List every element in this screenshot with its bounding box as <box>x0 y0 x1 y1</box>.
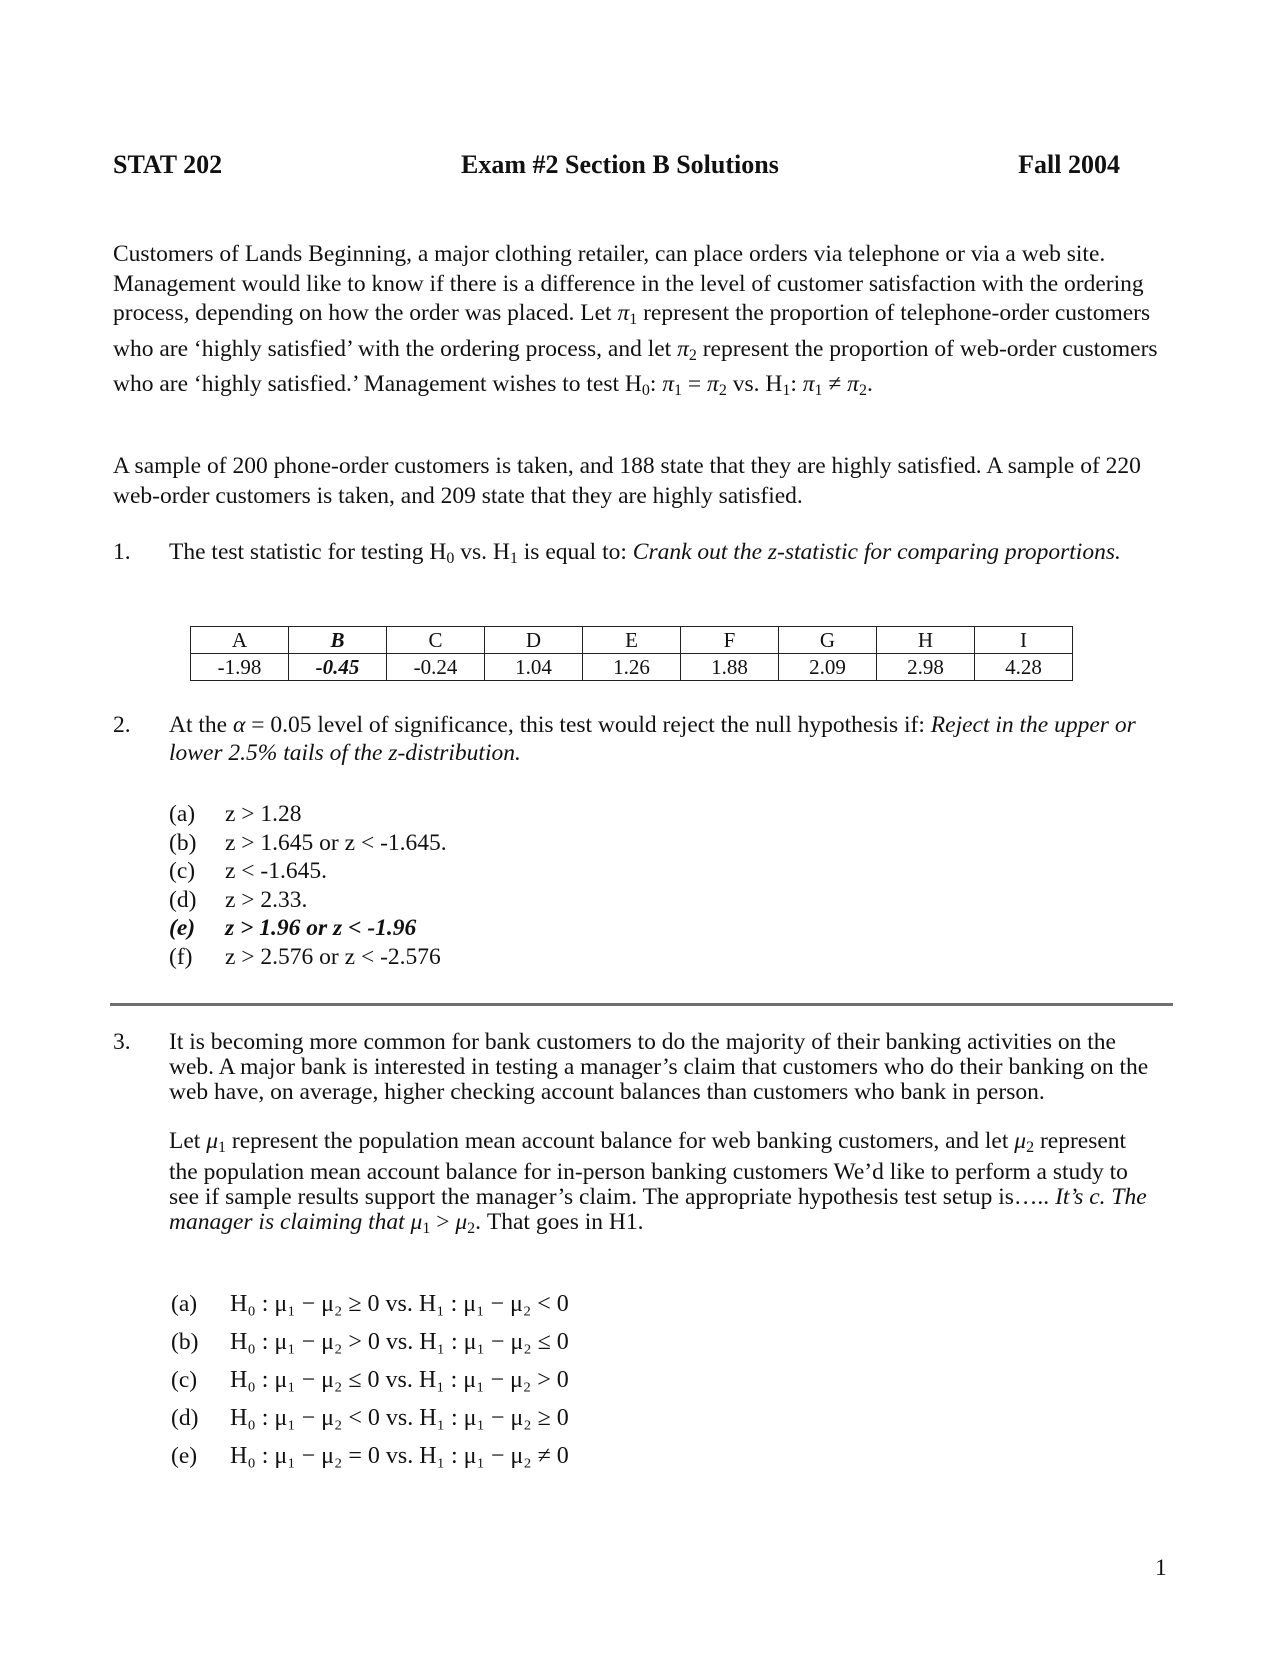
equals-sign: = <box>682 371 708 397</box>
pi-symbol: π <box>707 371 719 397</box>
choice-values-row <box>191 654 1073 681</box>
subscript: 1 <box>509 550 518 567</box>
section-divider <box>110 1003 1173 1006</box>
choice-value: 1.88 <box>681 654 779 681</box>
prompt-text: represent the population mean account balance for in-person banking customers We’d like to perform a study to see if sample results support the manager’s claim. The appropriate hypothesis test setup is….. <box>169 1128 1128 1210</box>
choice-letter: F <box>681 627 779 654</box>
course-code: STAT 202 <box>113 150 223 179</box>
not-equal-sign: ≠ <box>822 371 848 397</box>
choice-letter: H <box>877 627 975 654</box>
subscript: 2 <box>688 346 697 364</box>
sample-paragraph: A sample of 200 phone-order customers is taken, and 188 state that they are highly satisfied. A sample of 220 web-order customers is taken, and 209 state that they are highly satisfied. <box>113 453 1141 509</box>
question-3-paragraph-2 <box>169 1129 1159 1241</box>
question-number: 1. <box>113 539 131 565</box>
intro-text-4: : <box>649 371 663 397</box>
prompt-text: = 0.05 level of significance, this test would reject the null hypothesis if: <box>245 712 931 738</box>
pi-symbol: π <box>847 371 859 397</box>
option-label: (d) <box>171 1405 199 1431</box>
subscript: 2 <box>718 382 727 399</box>
subscript: 0 <box>446 550 455 567</box>
subscript: 1 <box>674 382 683 399</box>
option-label: (a) <box>169 801 196 827</box>
term: Fall 2004 <box>1018 150 1120 179</box>
page-header <box>113 150 1120 190</box>
mu-symbol: μ <box>455 1209 468 1235</box>
option-label: (b) <box>169 829 197 856</box>
question-prompt <box>169 538 1159 573</box>
option-text: z > 1.28 <box>225 801 302 827</box>
document-title: Exam #2 Section B Solutions <box>461 150 779 179</box>
choice-value: 1.04 <box>485 654 583 681</box>
greater-than-sign: > <box>430 1209 456 1235</box>
question-3-paragraph-1: It is becoming more common for bank customers to do the majority of their banking activities on the web. A major bank is interested in testing a manager’s claim that customers who do their banking on the web have, on average, higher checking account balances than customers who bank in person. <box>169 1029 1149 1105</box>
intro-paragraph <box>113 240 1163 406</box>
option-label: (f) <box>169 943 193 970</box>
pi-symbol: π <box>617 300 630 326</box>
subscript: 1 <box>422 1220 431 1237</box>
subscript: 1 <box>218 1139 226 1156</box>
option-label: (c) <box>171 1367 198 1393</box>
prompt-text: The test statistic for testing H <box>169 539 447 565</box>
choice-letter: E <box>583 627 681 654</box>
subscript: 2 <box>858 382 867 399</box>
subscript: 1 <box>814 382 823 399</box>
choice-letter: B <box>289 627 387 654</box>
intro-text-2: represent the proportion of telephone-order customers who are ‘highly satisfied’ with the ordering process, and let <box>113 300 1151 362</box>
option-text: z < -1.645. <box>225 858 328 884</box>
option-text: H₀ : μ₁ − μ₂ < 0 vs. H₁ : μ₁ − μ₂ ≥ 0 <box>230 1405 569 1431</box>
answer-note: It’s c. The manager is claiming that <box>169 1184 1147 1235</box>
choice-letter: C <box>387 627 485 654</box>
choice-letters-row <box>191 627 1073 654</box>
option-label: (d) <box>169 886 197 913</box>
mu-symbol: μ <box>1014 1128 1027 1154</box>
intro-text-5: vs. H <box>726 371 783 397</box>
choice-letter: D <box>485 627 583 654</box>
choice-value: 4.28 <box>975 654 1073 681</box>
choice-value: -0.45 <box>289 654 387 681</box>
option-text: z > 1.96 or z < -1.96 <box>225 915 417 941</box>
option-label: (e) <box>169 915 196 941</box>
question-number: 3. <box>113 1029 131 1055</box>
pi-symbol: π <box>677 335 689 362</box>
intro-text-4: : <box>790 371 803 397</box>
prompt-text: That goes in H1. <box>481 1209 644 1235</box>
option-text: H₀ : μ₁ − μ₂ > 0 vs. H₁ : μ₁ − μ₂ ≤ 0 <box>230 1329 569 1355</box>
intro-text-1: Customers of Lands Beginning, a major clothing retailer, can place orders via telephone or via a web site. Management would like to know if there is a difference in the level of customer satisfaction with the ordering process, depending on how the order was placed. Let <box>113 241 1144 326</box>
option-label: (b) <box>171 1329 199 1355</box>
answer-note: Reject in the upper or lower 2.5% tails of the z-distribution. <box>169 712 1136 766</box>
page-number: 1 <box>1155 1555 1167 1581</box>
subscript: 0 <box>641 382 650 399</box>
period: . <box>475 1209 482 1235</box>
prompt-text: represent the population mean account balance for web banking customers, and let <box>226 1128 1015 1154</box>
subscript: 2 <box>1026 1139 1035 1156</box>
period: . <box>866 371 873 397</box>
intro-text-3: represent the proportion of web-order customers who are ‘highly satisfied.’ Management wishes to test H <box>113 335 1158 397</box>
answer-note: Crank out the z-statistic for comparing proportions. <box>632 539 1121 565</box>
option-label: (a) <box>171 1291 198 1317</box>
option-text: H₀ : μ₁ − μ₂ = 0 vs. H₁ : μ₁ − μ₂ ≠ 0 <box>230 1443 569 1469</box>
option-text: z > 1.645 or z < -1.645. <box>225 829 447 856</box>
mu-symbol: μ <box>410 1209 423 1235</box>
option-text: H₀ : μ₁ − μ₂ ≥ 0 vs. H₁ : μ₁ − μ₂ < 0 <box>230 1291 569 1317</box>
subscript: 2 <box>467 1220 476 1237</box>
pi-symbol: π <box>662 371 675 397</box>
choice-value: 2.98 <box>877 654 975 681</box>
option-label: (c) <box>169 858 196 884</box>
answer-choices-table <box>190 626 1073 681</box>
alpha-symbol: α <box>232 712 246 738</box>
option-text: z > 2.576 or z < -2.576 <box>225 943 441 970</box>
prompt-text: vs. H <box>454 539 510 565</box>
choice-value: 1.26 <box>583 654 681 681</box>
question-prompt <box>169 1030 1159 1241</box>
subscript: 1 <box>782 382 791 399</box>
question-number: 2. <box>113 712 131 738</box>
mu-symbol: μ <box>206 1128 218 1154</box>
choice-value: -0.24 <box>387 654 485 681</box>
question-prompt <box>169 711 1159 767</box>
subscript: 1 <box>629 311 638 328</box>
choice-letter: G <box>779 627 877 654</box>
option-label: (e) <box>171 1443 198 1469</box>
prompt-text: is equal to: <box>517 539 633 565</box>
choice-letter: I <box>975 627 1073 654</box>
option-text: H₀ : μ₁ − μ₂ ≤ 0 vs. H₁ : μ₁ − μ₂ > 0 <box>230 1367 569 1393</box>
prompt-text: At the <box>169 712 233 738</box>
option-text: z > 2.33. <box>225 886 308 913</box>
choice-letter: A <box>191 627 289 654</box>
choice-value: 2.09 <box>779 654 877 681</box>
choice-value: -1.98 <box>191 654 289 681</box>
prompt-text: Let <box>169 1128 207 1154</box>
pi-symbol: π <box>802 371 815 397</box>
